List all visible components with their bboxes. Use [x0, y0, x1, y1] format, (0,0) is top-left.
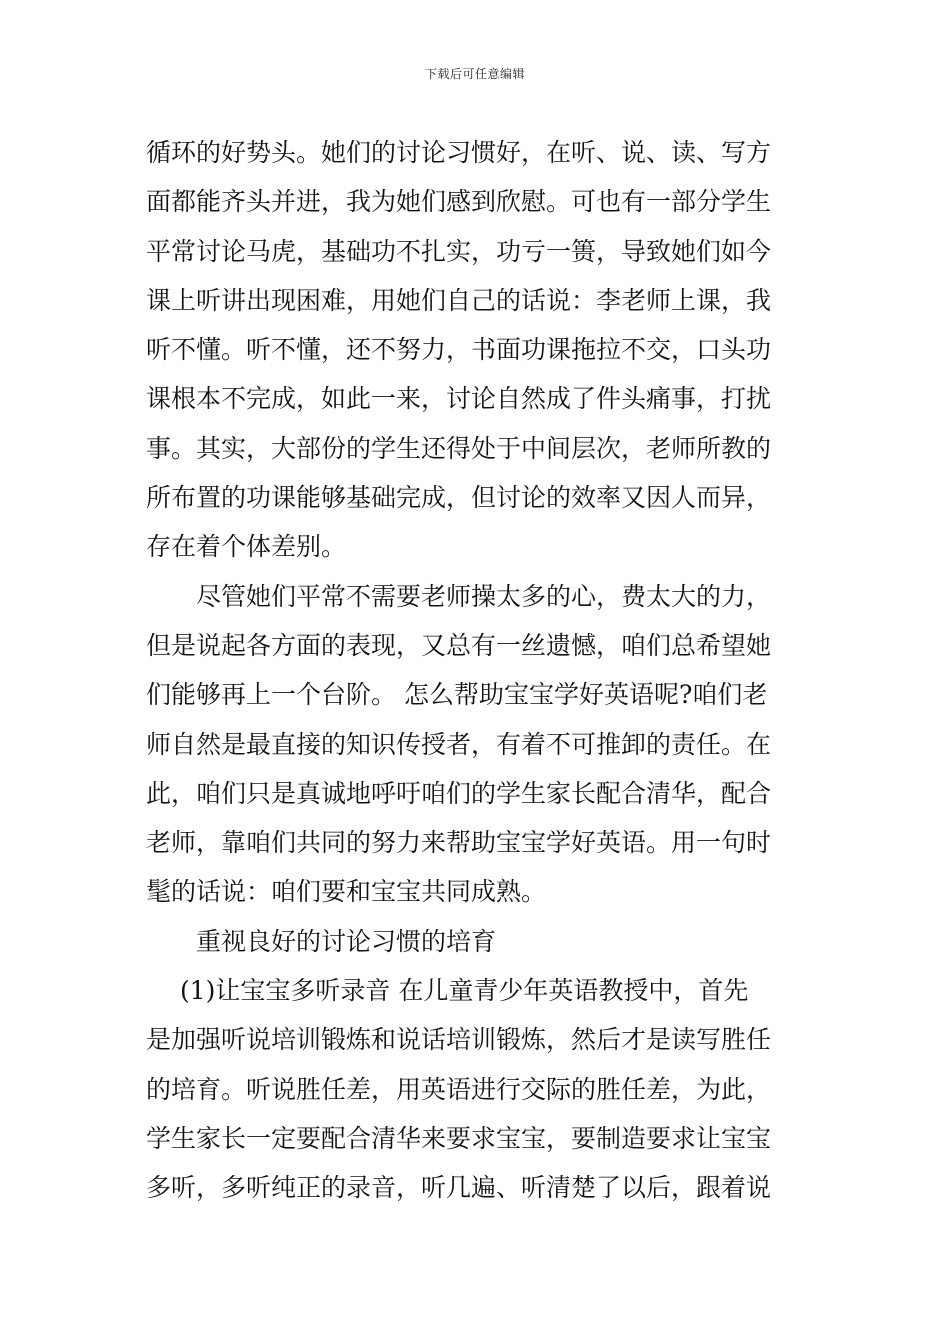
text-line: 师自然是最直接的知识传授者，有着不可推卸的责任。在: [146, 729, 772, 759]
text-line: 此，咱们只是真诚地呼吁咱们的学生家长配合清华，配合: [146, 778, 772, 808]
page-header: 下载后可任意编辑: [424, 67, 525, 81]
text-line: 的培育。听说胜任差，用英语进行交际的胜任差，为此，: [146, 1074, 772, 1104]
text-line: 循环的好势头。她们的讨论习惯好，在听、说、读、写方: [146, 138, 772, 167]
text-line: 存在着个体差别。: [146, 532, 347, 562]
text-line: 们能够再上一个台阶。 怎么帮助宝宝学好英语呢?咱们老: [146, 680, 768, 710]
text-line: 髦的话说：咱们要和宝宝共同成熟。: [146, 877, 547, 907]
text-line: 面都能齐头并进，我为她们感到欣慰。可也有一部分学生: [146, 187, 772, 217]
text-line: 多听，多听纯正的录音，听几遍、听清楚了以后，跟着说: [146, 1173, 772, 1203]
text-line: 听不懂。听不懂，还不努力，书面功课拖拉不交，口头功: [146, 335, 772, 365]
text-line: 课上听讲出现困难，用她们自己的话说：李老师上课，我: [146, 285, 772, 315]
text-line: 所布置的功课能够基础完成，但讨论的效率又因人而异，: [146, 483, 772, 513]
text-line: 事。其实，大部份的学生还得处于中间层次，老师所教的: [146, 433, 772, 463]
text-line: 是加强听说培训锻炼和说话培训锻炼，然后才是读写胜任: [146, 1025, 772, 1055]
text-line: 但是说起各方面的表现，又总有一丝遗憾，咱们总希望她: [146, 630, 772, 660]
text-line: 课根本不完成，如此一来，讨论自然成了件头痛事，打扰: [146, 384, 772, 414]
text-line: 老师，靠咱们共同的努力来帮助宝宝学好英语。用一句时: [146, 828, 772, 858]
paragraph-start-line: (1)让宝宝多听录音 在儿童青少年英语教授中，首先: [180, 976, 749, 1006]
paragraph-start-line: 尽管她们平常不需要老师操太多的心，费太大的力，: [196, 581, 772, 611]
document-body: [146, 128, 810, 1213]
text-line: 学生家长一定要配合清华来要求宝宝，要制造要求让宝宝: [146, 1123, 772, 1153]
section-heading: 重视良好的讨论习惯的培育: [196, 926, 497, 956]
text-line: 平常讨论马虎，基础功不扎实，功亏一篑，导致她们如今: [146, 236, 772, 266]
